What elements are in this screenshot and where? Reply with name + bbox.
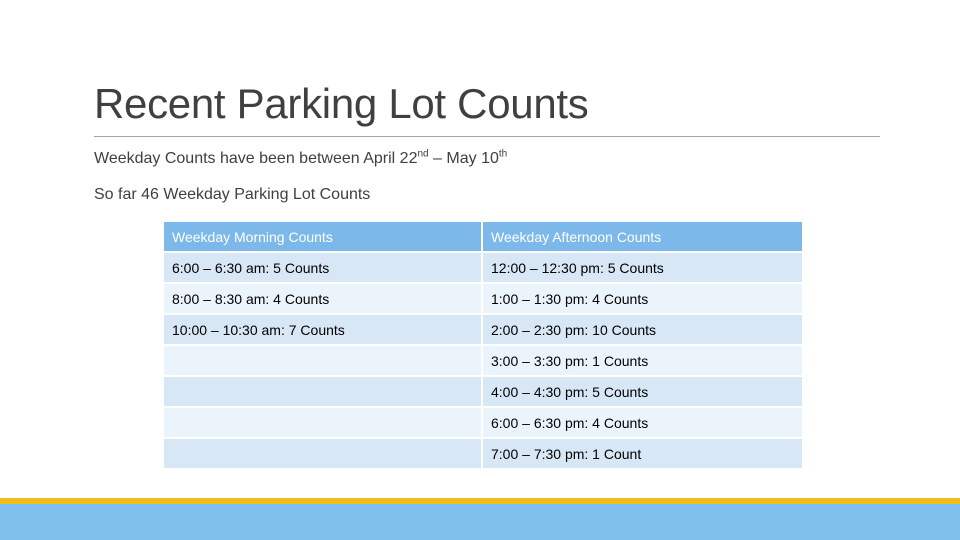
afternoon-cell: 6:00 – 6:30 pm: 4 Counts xyxy=(482,407,803,438)
morning-cell xyxy=(163,376,482,407)
total-counts-text: So far 46 Weekday Parking Lot Counts xyxy=(94,186,371,203)
morning-cell: 10:00 – 10:30 am: 7 Counts xyxy=(163,314,482,345)
afternoon-cell: 2:00 – 2:30 pm: 10 Counts xyxy=(482,314,803,345)
afternoon-cell: 7:00 – 7:30 pm: 1 Count xyxy=(482,438,803,469)
ordinal-suffix-th: th xyxy=(498,148,508,160)
ordinal-suffix-nd: nd xyxy=(417,148,429,160)
table-row xyxy=(163,283,803,314)
table-row xyxy=(163,314,803,345)
slide-title: Recent Parking Lot Counts xyxy=(94,80,589,127)
afternoon-cell: 4:00 – 4:30 pm: 5 Counts xyxy=(482,376,803,407)
header-afternoon: Weekday Afternoon Counts xyxy=(482,221,803,252)
table-row xyxy=(163,407,803,438)
table-row xyxy=(163,252,803,283)
date-range-prefix: Weekday Counts have been between April 22 xyxy=(94,150,418,167)
afternoon-cell: 1:00 – 1:30 pm: 4 Counts xyxy=(482,283,803,314)
table-row xyxy=(163,438,803,469)
table-header-row xyxy=(163,221,803,252)
morning-cell: 8:00 – 8:30 am: 4 Counts xyxy=(163,283,482,314)
header-morning: Weekday Morning Counts xyxy=(163,221,482,252)
morning-cell xyxy=(163,407,482,438)
table-row xyxy=(163,345,803,376)
afternoon-cell: 3:00 – 3:30 pm: 1 Counts xyxy=(482,345,803,376)
morning-cell xyxy=(163,345,482,376)
morning-cell: 6:00 – 6:30 am: 5 Counts xyxy=(163,252,482,283)
footer-band xyxy=(0,504,960,540)
parking-counts-table xyxy=(162,220,804,470)
date-range-middle: – May 10 xyxy=(428,150,499,167)
table-row xyxy=(163,376,803,407)
title-divider xyxy=(94,136,880,137)
afternoon-cell: 12:00 – 12:30 pm: 5 Counts xyxy=(482,252,803,283)
date-range-text xyxy=(94,150,507,168)
morning-cell xyxy=(163,438,482,469)
